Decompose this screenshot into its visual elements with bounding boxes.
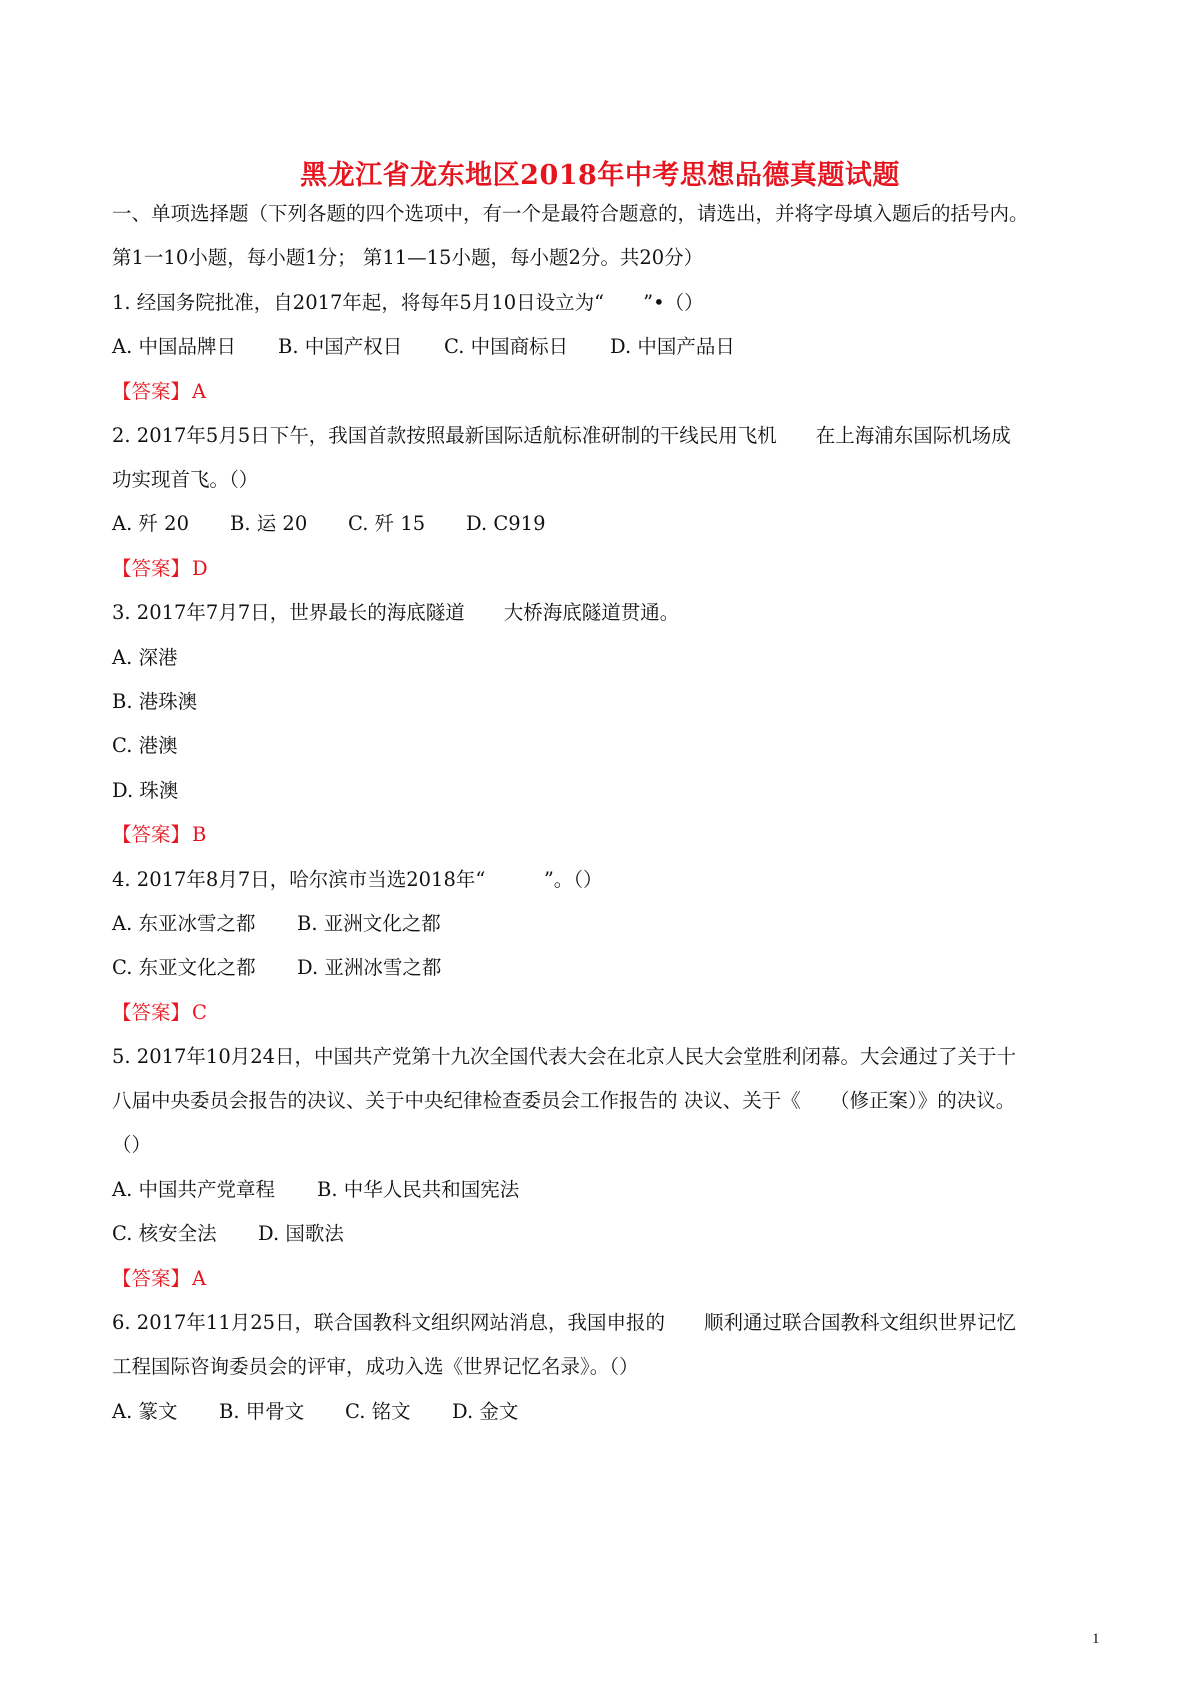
answer-value: B: [192, 823, 207, 846]
question-5-stem-line-1: 5. 2017年10月24日，中国共产党第十九次全国代表大会在北京人民大会堂胜利闭幕。大会通过了关于十: [112, 1045, 1017, 1068]
question-3-option-d: D. 珠澳: [112, 779, 179, 802]
question-1-options: [112, 333, 1102, 361]
option-a: A. 篆文: [112, 1400, 178, 1423]
option-b: B. 中华人民共和国宪法: [317, 1178, 520, 1201]
question-3-stem: 3. 2017年7月7日，世界最长的海底隧道 大桥海底隧道贯通。: [112, 601, 680, 624]
option-d: D. C919: [466, 512, 546, 535]
answer-value: A: [192, 380, 207, 403]
question-5-stem-line-3: （）: [112, 1133, 152, 1156]
question-5-options-row-1: [112, 1176, 1102, 1204]
answer-label: 【答案】: [112, 1267, 191, 1290]
option-a: A. 中国共产党章程: [112, 1178, 275, 1201]
question-5-stem-line-2: 八届中央委员会报告的决议、关于中央纪律检查委员会工作报告的 决议、关于《 （修正案）》的决议。: [112, 1089, 1016, 1112]
option-c: C. 中国商标日: [444, 335, 569, 358]
option-d: D. 金文: [452, 1400, 519, 1423]
question-6-stem-line-2: 工程国际咨询委员会的评审，成功入选《世界记忆名录》。（）: [112, 1355, 639, 1378]
question-2-stem-line-2: 功实现首飞。（）: [112, 468, 259, 491]
question-1-stem: 1. 经国务院批准，自2017年起，将每年5月10日设立为“ ”•（）: [112, 291, 704, 314]
option-b: B. 中国产权日: [278, 335, 403, 358]
option-c: C. 东亚文化之都: [112, 956, 256, 979]
answer-label: 【答案】: [112, 1001, 191, 1024]
option-c: C. 核安全法: [112, 1222, 217, 1245]
option-b: B. 运 20: [230, 512, 308, 535]
option-d: D. 国歌法: [258, 1222, 344, 1245]
option-b: B. 甲骨文: [219, 1400, 305, 1423]
question-5-options-row-2: [112, 1220, 1102, 1248]
option-d: D. 亚洲冰雪之都: [297, 956, 442, 979]
answer-label: 【答案】: [112, 557, 191, 580]
question-6-stem-line-1: 6. 2017年11月25日，联合国教科文组织网站消息，我国申报的 顺利通过联合国教科文组织世界记忆: [112, 1311, 1017, 1334]
question-2-options: [112, 510, 1102, 538]
section-instruction-line-2: 第1一10小题，每小题1分； 第11—15小题，每小题2分。共20分）: [112, 246, 704, 269]
option-d: D. 中国产品日: [610, 335, 735, 358]
page-title: 黑龙江省龙东地区2018年中考思想品德真题试题: [300, 160, 900, 191]
answer-label: 【答案】: [112, 823, 191, 846]
question-3-option-c: C. 港澳: [112, 734, 178, 757]
answer-label: 【答案】: [112, 380, 191, 403]
option-c: C. 铭文: [345, 1400, 411, 1423]
question-3-answer: [112, 821, 1102, 849]
question-4-answer: [112, 999, 1102, 1027]
question-2-answer: [112, 555, 1102, 583]
question-6-options: [112, 1398, 1102, 1426]
question-5-answer: [112, 1265, 1102, 1293]
option-a: A. 东亚冰雪之都: [112, 912, 256, 935]
question-2-stem-line-1: 2. 2017年5月5日下午，我国首款按照最新国际适航标准研制的干线民用飞机 在上海浦东国际机场成: [112, 424, 1011, 447]
answer-value: C: [192, 1001, 207, 1024]
answer-value: D: [192, 557, 208, 580]
option-a: A. 中国品牌日: [112, 335, 236, 358]
question-3-option-a: A. 深港: [112, 646, 178, 669]
question-4-options-row-2: [112, 954, 1102, 982]
question-4-stem: 4. 2017年8月7日，哈尔滨市当选2018年“ ”。（）: [112, 868, 603, 891]
section-instruction-line-1: 一、单项选择题（下列各题的四个选项中，有一个是最符合题意的，请选出，并将字母填入题后的括号内。: [112, 202, 1029, 225]
option-a: A. 歼 20: [112, 512, 189, 535]
option-c: C. 歼 15: [348, 512, 426, 535]
option-b: B. 亚洲文化之都: [297, 912, 441, 935]
question-3-option-b: B. 港珠澳: [112, 690, 198, 713]
page-number: 1: [1092, 1631, 1100, 1647]
question-4-options-row-1: [112, 910, 1102, 938]
question-1-answer: [112, 378, 1102, 406]
answer-value: A: [192, 1267, 207, 1290]
